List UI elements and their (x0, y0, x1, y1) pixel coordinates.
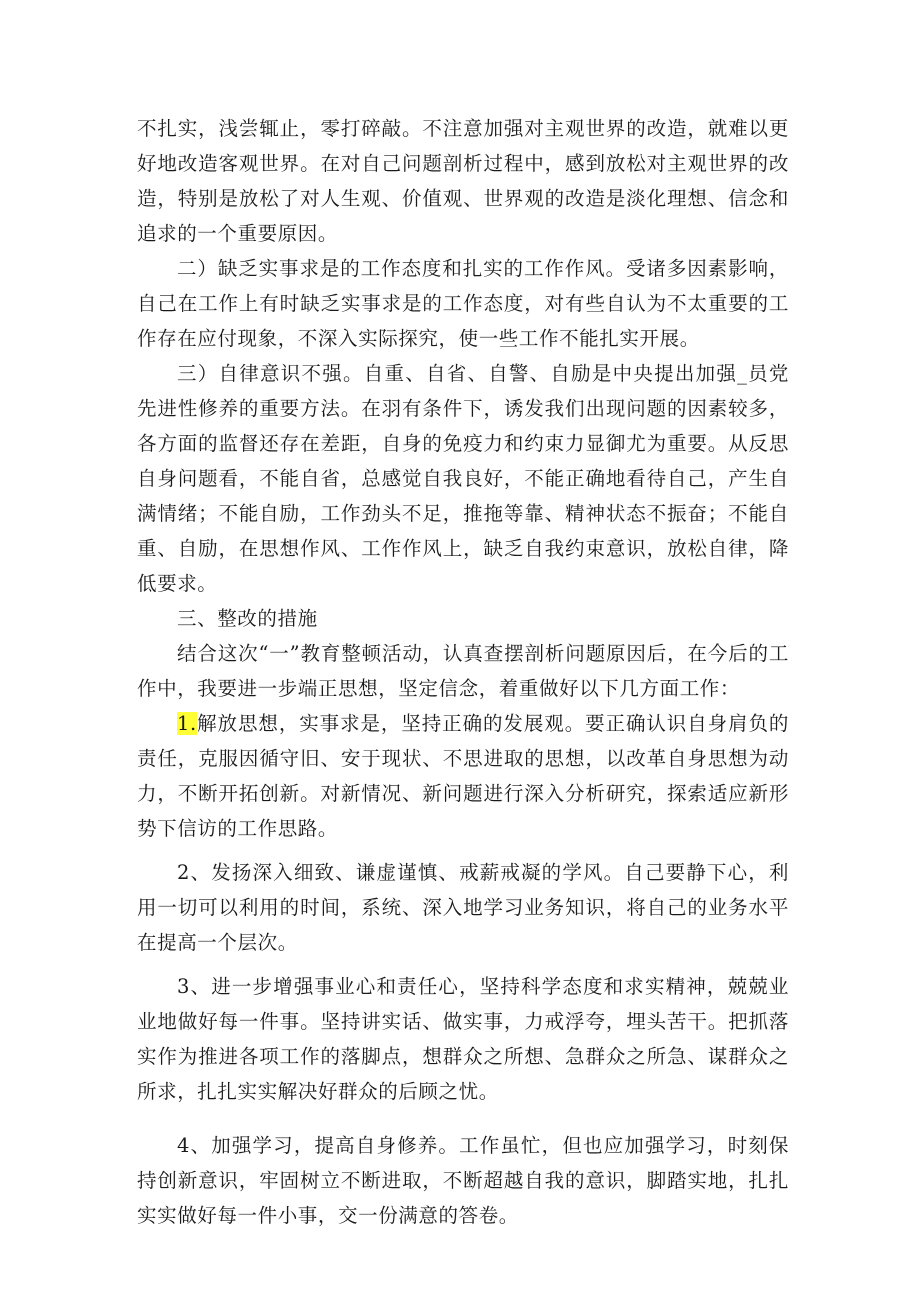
highlighted-number: 1. (177, 712, 197, 735)
paragraph-measure-4: 4、加强学习，提高自身修养。工作虽忙，但也应加强学习，时刻保持创新意识，牢固树立不断进取，不断超越自我的意识，脚踏实地，扎扎实实做好每一件小事，交一份满意的答卷。 (137, 1134, 789, 1227)
paragraph-measure-1 (137, 706, 789, 846)
paragraph-section-2: 二）缺乏实事求是的工作态度和扎实的工作作风。受诸多因素影响，自己在工作上有时缺乏实事求是的工作态度，对有些自认为不太重要的工作存在应付现象，不深入实际探究，使一些工作不能扎实开展。 (137, 257, 789, 350)
paragraph-intro-continuation: 不扎实，浅尝辄止，零打碎敲。不注意加强对主观世界的改造，就难以更好地改造客观世界。在对自己问题剖析过程中，感到放松对主观世界的改造，特别是放松了对人生观、价值观、世界观的改造是淡化理想、信念和追求的一个重要原因。 (137, 117, 789, 245)
paragraph-section-3: 三）自律意识不强。自重、自省、自警、自励是中央提出加强_员党先进性修养的重要方法。在羽有条件下，诱发我们出现问题的因素较多，各方面的监督还存在差距，自身的免疫力和约束力显御尤为重要。从反思自身问题看，不能自省，总感觉自我良好，不能正确地看待自己，产生自满情绪；不能自励，工作劲头不足，推拖等靠、精神状态不振奋；不能自重、自励，在思想作风、工作作风上，缺乏自我约束意识，放松自律，降低要求。 (137, 362, 789, 595)
paragraph-measures-intro: 结合这次“一”教育整顿活动，认真查摆剖析问题原因后，在今后的工作中，我要进一步端正思想，坚定信念，着重做好以下几方面工作： (137, 642, 789, 700)
document-body (137, 111, 789, 1233)
measure-1-text: 解放思想，实事求是，坚持正确的发展观。要正确认识自身肩负的责任，克服因循守旧、安于现状、不思进取的思想，以改革自身思想为动力，不断开拓创新。对新情况、新问题进行深入分析研究，探索适应新形势下信访的工作思路。 (137, 712, 789, 840)
paragraph-measure-3: 3、进一步增强事业心和责任心，坚持科学态度和求实精神，兢兢业业地做好每一件事。坚持讲实话、做实事，力戒浮夸，埋头苦干。把抓落实作为推进各项工作的落脚点，想群众之所想、急群众之所急、谋群众之所求，扎扎实实解决好群众的后顾之忧。 (137, 975, 789, 1103)
paragraph-measure-2: 2、发扬深入细致、谦虚谨慎、戒薪戒凝的学风。自己要静下心，利用一切可以利用的时间，系统、深入地学习业务知识，将自己的业务水平在提高一个层次。 (137, 861, 789, 954)
heading-rectification-measures: 三、整改的措施 (177, 607, 318, 630)
